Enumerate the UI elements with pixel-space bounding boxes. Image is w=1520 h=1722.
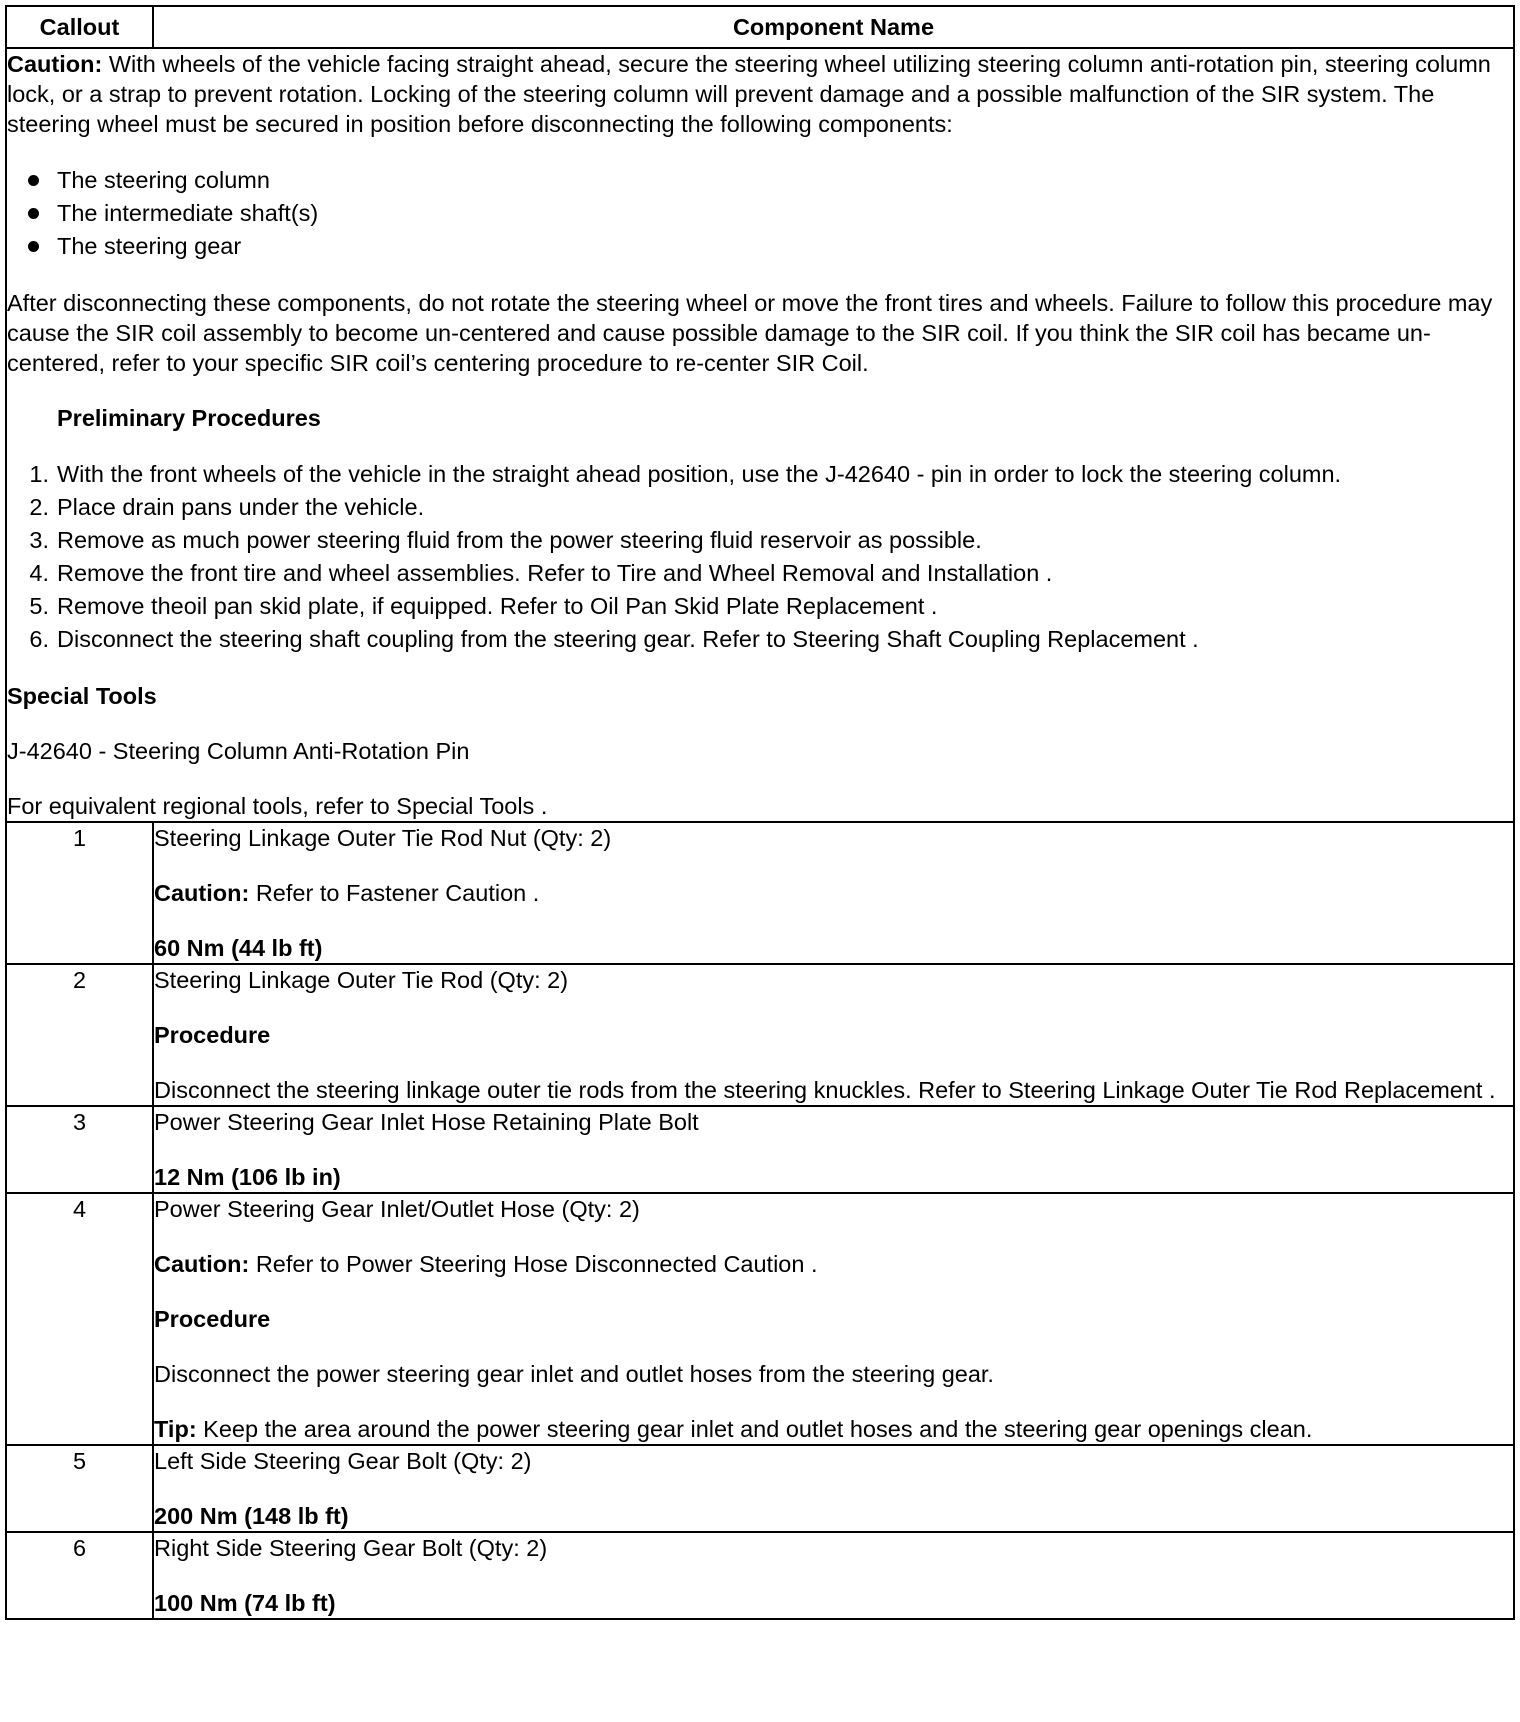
- callout-number: 5: [6, 1445, 153, 1532]
- component-name: Steering Linkage Outer Tie Rod Nut (Qty: 2): [154, 825, 612, 851]
- component-name: Left Side Steering Gear Bolt (Qty: 2): [154, 1448, 532, 1474]
- step-text: With the front wheels of the vehicle in the straight ahead position, use the J-42640 - pin in order to lock the steering column.: [57, 461, 1342, 487]
- bullet-text: The steering gear: [57, 233, 242, 259]
- procedure-heading: [154, 1304, 1513, 1334]
- component-cell: [153, 1106, 1514, 1193]
- step-item: [7, 524, 1513, 557]
- tip-note: [154, 1414, 1513, 1444]
- component-caution: [154, 878, 1513, 908]
- component-table: [5, 5, 1515, 1620]
- component-cell: [153, 1193, 1514, 1445]
- step-item: [7, 623, 1513, 656]
- callout-number: 1: [6, 822, 153, 964]
- torque-value: 100 Nm (74 lb ft): [154, 1590, 336, 1616]
- step-number: 1.: [29, 461, 49, 487]
- callout-number: 4: [6, 1193, 153, 1445]
- preliminary-procedures-heading: Preliminary Procedures: [57, 405, 321, 431]
- list-item: [7, 197, 1513, 230]
- component-name: Steering Linkage Outer Tie Rod (Qty: 2): [154, 967, 569, 993]
- procedure-heading: [154, 1020, 1513, 1050]
- bullet-icon: [28, 175, 39, 186]
- header-callout: Callout: [6, 6, 153, 48]
- equivalent-tools-text: For equivalent regional tools, refer to Special Tools .: [7, 793, 548, 819]
- component-name: Right Side Steering Gear Bolt (Qty: 2): [154, 1535, 548, 1561]
- intro-caution: [7, 49, 1513, 139]
- special-tools-heading-text: Special Tools: [7, 683, 157, 709]
- table-row: [6, 1193, 1514, 1445]
- list-item: [7, 164, 1513, 197]
- table-row: [6, 1532, 1514, 1619]
- component-name: Power Steering Gear Inlet Hose Retaining Plate Bolt: [154, 1109, 699, 1135]
- caution-text: Refer to Power Steering Hose Disconnected Caution .: [249, 1251, 818, 1277]
- procedure-text: Disconnect the steering linkage outer tie rods from the steering knuckles. Refer to Steering Linkage Outer Tie Rod Replacement .: [154, 1077, 1496, 1103]
- step-text: Remove theoil pan skid plate, if equipped. Refer to Oil Pan Skid Plate Replacement .: [57, 593, 938, 619]
- torque-spec: [154, 1501, 1513, 1531]
- bullet-text: The intermediate shaft(s): [57, 200, 319, 226]
- procedure-text: Disconnect the power steering gear inlet and outlet hoses from the steering gear.: [154, 1361, 994, 1387]
- step-number: 5.: [29, 593, 49, 619]
- component-cell: [153, 822, 1514, 964]
- component-name: Power Steering Gear Inlet/Outlet Hose (Qty: 2): [154, 1196, 640, 1222]
- caution-text: Refer to Fastener Caution .: [249, 880, 540, 906]
- table-row: [6, 1106, 1514, 1193]
- procedure-document: [5, 5, 1515, 1620]
- component-cell: [153, 1532, 1514, 1619]
- special-tools-heading: [7, 681, 1513, 711]
- table-row: [6, 1445, 1514, 1532]
- list-item: [7, 230, 1513, 263]
- bullet-icon: [28, 241, 39, 252]
- step-number: 4.: [29, 560, 49, 586]
- step-item: [7, 491, 1513, 524]
- component-bullet-list: [7, 164, 1513, 263]
- table-row: [6, 822, 1514, 964]
- bullet-text: The steering column: [57, 167, 270, 193]
- caution-label: Caution:: [154, 880, 250, 906]
- after-disconnect-text: After disconnecting these components, do not rotate the steering wheel or move the front tires and wheels. Failure to follow this procedure may cause the SIR coil assembly to become un-centered and cause possible damage to the SIR coil. If you think the SIR coil has became un-centered, refer to your specific SIR coil’s centering procedure to re-center SIR Coil.: [7, 290, 1493, 376]
- procedure-label: Procedure: [154, 1306, 271, 1332]
- torque-value: 200 Nm (148 lb ft): [154, 1503, 349, 1529]
- step-text: Remove the front tire and wheel assemblies. Refer to Tire and Wheel Removal and Installation .: [57, 560, 1053, 586]
- step-text: Place drain pans under the vehicle.: [57, 494, 425, 520]
- tip-text: Keep the area around the power steering gear inlet and outlet hoses and the steering gear openings clean.: [196, 1416, 1313, 1442]
- component-cell: [153, 964, 1514, 1106]
- caution-label: Caution:: [154, 1251, 250, 1277]
- torque-value: 12 Nm (106 lb in): [154, 1164, 341, 1190]
- torque-spec: [154, 1588, 1513, 1618]
- preliminary-steps-list: [7, 458, 1513, 656]
- step-text: Disconnect the steering shaft coupling from the steering gear. Refer to Steering Shaft Coupling Replacement .: [57, 626, 1199, 652]
- step-number: 6.: [29, 626, 49, 652]
- table-header-row: [6, 6, 1514, 48]
- step-item: [7, 557, 1513, 590]
- procedure-label: Procedure: [154, 1022, 271, 1048]
- caution-label: Caution:: [7, 51, 103, 77]
- bullet-icon: [28, 208, 39, 219]
- caution-text: With wheels of the vehicle facing straight ahead, secure the steering wheel utilizing steering column anti-rotation pin, steering column lock, or a strap to prevent rotation. Locking of the steering column will prevent damage and a possible malfunction of the SIR system. The steering wheel must be secured in position before disconnecting the following components:: [7, 51, 1491, 137]
- callout-number: 2: [6, 964, 153, 1106]
- callout-number: 3: [6, 1106, 153, 1193]
- tip-label: Tip:: [154, 1416, 197, 1442]
- torque-spec: [154, 933, 1513, 963]
- component-cell: [153, 1445, 1514, 1532]
- step-number: 2.: [29, 494, 49, 520]
- intro-cell: [6, 48, 1514, 822]
- torque-value: 60 Nm (44 lb ft): [154, 935, 323, 961]
- step-item: [7, 590, 1513, 623]
- step-text: Remove as much power steering fluid from the power steering fluid reservoir as possible.: [57, 527, 982, 553]
- step-item: [7, 458, 1513, 491]
- header-component-name: Component Name: [153, 6, 1514, 48]
- intro-row: [6, 48, 1514, 822]
- callout-number: 6: [6, 1532, 153, 1619]
- special-tool-item: J-42640 - Steering Column Anti-Rotation Pin: [7, 738, 470, 764]
- table-row: [6, 964, 1514, 1106]
- component-caution: [154, 1249, 1513, 1279]
- torque-spec: [154, 1162, 1513, 1192]
- step-number: 3.: [29, 527, 49, 553]
